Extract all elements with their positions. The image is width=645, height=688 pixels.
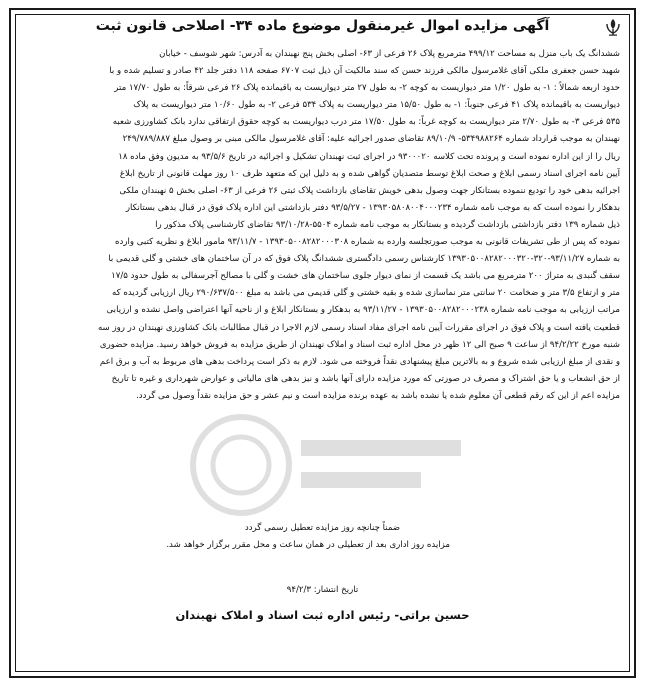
notice-frame: [9, 8, 636, 678]
body-line: نهبندان به موجب قرارداد شماره ۵۳۴۹۸۸۲۶۴- ۸۹/۱۰/۹ تقاضای صدور اجرائیه علیه: آقای غلامرسول مالکی مبنی بر وصول مبلغ ۲۴۹/۷۸۹/۸۸۷: [122, 134, 620, 145]
notice-title: آگهی مزایده اموال غیرمنقول موضوع ماده ۳۴- اصلاحی قانون ثبت: [95, 18, 550, 34]
body-line: ذیل شماره ۱۳۹ دفتر بازداشتی بازداشت گردیده و بستانکار به موجب نامه شماره ۵۵۰۴-۹۳/۱۰/۲۸ تقاضای کارشناسی پلاک مذکور را: [155, 219, 620, 230]
closing-notes: [25, 520, 620, 554]
body-line: بدهکار را نموده است که به موجب نامه شماره ۱۳۹۳۰۵۸۰۸۰۰۴۰۰۰۲۳۴ - ۹۳/۵/۲۷ دفتر بازداشتی این اداره پلاک فوق در قبال بدهی بستانکار: [125, 202, 620, 213]
publish-date: تاریخ انتشار: ۹۴/۲/۳: [286, 585, 359, 595]
next-day-note: مزایده روز اداری بعد از تعطیلی در همان ساعت و محل مقرر برگزار خواهد شد.: [166, 540, 450, 551]
body-line: مراتب ارزیابی به موجب نامه شماره ۱۳۹۳۰۵۰۰۸۲۸۲۰۰۰۲۳۸ - ۹۳/۱۱/۲۷ به بدهکار و بستانکار ابلاغ و از ناحیه آنها اعتراضی واصل نشده و ارزیابی: [106, 305, 620, 316]
body-line: ۵۳۵ فرعی ۳- به طول ۲/۷۰ متر دیواریست به کوچه غرباً: به طول ۱۷/۵۰ متر درب دیواریست به کوچه حقوق ارتفاقی ندارد بانک کشاورزی شعبه: [112, 117, 620, 128]
signature: حسین براتی- رئیس اداره ثبت اسناد و املاک نهبندان: [175, 608, 470, 622]
body-line: شهید حسن جعفری ملکی آقای غلامرسول مالکی فرزند حسن که سند مالکیت آن ذیل ثبت ۶۷۰۷ صفحه ۱۱۸ دفتر جلد ۴۲ صادر و تسلیم شده و با: [109, 66, 620, 77]
body-line: نموده که پس از طی تشریفات قانونی به موجب صورتجلسه وارده به شماره ۱۳۹۳۰۵۰۰۸۲۸۲۰۰۰۳۰۸ - ۹۳/۱۱/۷ مامور ابلاغ و نظریه کتبی وارده: [115, 237, 620, 248]
body-line: و نقدی از مبلغ ارزیابی شده شروع و به بالاترین مبلغ پیشنهادی نقداً فروخته می شود. لازم به ذکر است پرداخت بدهی های مربوط به آب و برق اعم: [99, 356, 620, 367]
notice-body: [25, 46, 620, 405]
body-line: دیواریست به باقیمانده پلاک ۴۱ فرعی جنوباً: ۱- به طول ۱۵/۵۰ متر دیواریست به پلاک ۵۳۴ فرعی ۲- به طول ۱۰/۶۰ متر دیواریست به پلاک: [133, 100, 620, 111]
body-line: ششدانگ یک باب منزل به مساحت ۴۹۹/۱۲ مترمربع پلاک ۲۶ فرعی از ۶۳- اصلی بخش پنج نهبندان به آدرس: شهر شوسف - خیابان: [159, 49, 620, 59]
body-line: به شماره ۹۳/۱۱/۲۷-۳۲۰-۱۳۹۳۰۵۰۰۸۲۸۲۰۰۰۳۲۰ کارشناس رسمی دادگستری ششدانگ پلاک فوق که در آن ساختمان های خشتی و گلی قدیمی با: [108, 254, 620, 265]
holiday-note: ضمناً چنانچه روز مزایده تعطیل رسمی گردد: [244, 523, 401, 533]
body-line: آیین نامه اجرای اسناد رسمی ابلاغ و صحت ابلاغ توسط متصدیان گواهی شده و به دلیل این که متعهد ظرف ۱۰ روز مهلت قانونی از تاریخ ابلاغ: [119, 168, 620, 179]
iran-emblem-icon: [602, 16, 624, 38]
body-line: اجرائیه بدهی خود را تودیع ننموده بستانکار جهت وصول بدهی خویش تقاضای بازداشت پلاک ثبتی ۲۶ فرعی از ۶۳- اصلی بخش ۵ نهبندان ملکی: [119, 185, 620, 196]
body-line: حدود اربعه شمالاً : ۱- به طول ۱/۲۰ متر دیواریست به کوچه ۲- به طول ۲۷ متر دیواریست به باقیمانده پلاک ۲۶ فرعی شرقاً: به طول ۱۷/۷۰ متر: [114, 83, 620, 94]
body-line: سقف گنبدی به متراژ ۲۰۰ مترمربع می باشد یک قسمت از نمای دیوار جلوی ساختمان های خشت و گلی با مصالح آجرسفالی به طول حدود ۱۷/۵: [111, 271, 620, 282]
body-line: شنبه مورخ ۹۴/۲/۲۲ از ساعت ۹ صبح الی ۱۲ ظهر در محل اداره ثبت اسناد و املاک نهبندان از طریق مزایده به فروش خواهد رسید. مزایده حضوری: [99, 339, 620, 350]
body-line: مزایده اعم از این که رقم قطعی آن معلوم شده یا نشده باشد به عهده برنده مزایده است و نیم عشر و حق مزایده نقداً وصول می گردد.: [136, 390, 620, 401]
body-line: از حق انشعاب و یا حق اشتراک و مصرف در صورتی که مورد مزایده دارای آنها باشد و نیز بدهی های مالیاتی و عوارض شهرداری و غیره تا تاریخ: [111, 373, 620, 384]
body-line: قطعیت یافته است و پلاک فوق در اجرای مقررات آیین نامه اجرای مفاد اسناد رسمی لازم الاجرا در قبال مطالبات بانک کشاورزی نهبندان در روز سه: [97, 322, 620, 333]
body-line: ریال را از این اداره نموده است و پرونده تحت کلاسه ۹۳۰۰۰۲۰ در اجرای ثبت نهبندان تشکیل و اجرائیه در تاریخ ۹۳/۵/۶ به مدیون وفق ماده ۱۸: [118, 151, 620, 162]
body-line: متر و ارتفاع ۳/۵ متر و ضخامت ۲۰ سانتی متر نماسازی شده و بقیه خشتی و گلی قدیمی می باشد به مبلغ ۲۹۰/۶۳۷/۵۰۰ ریال ارزیابی گردیده که: [111, 288, 620, 299]
